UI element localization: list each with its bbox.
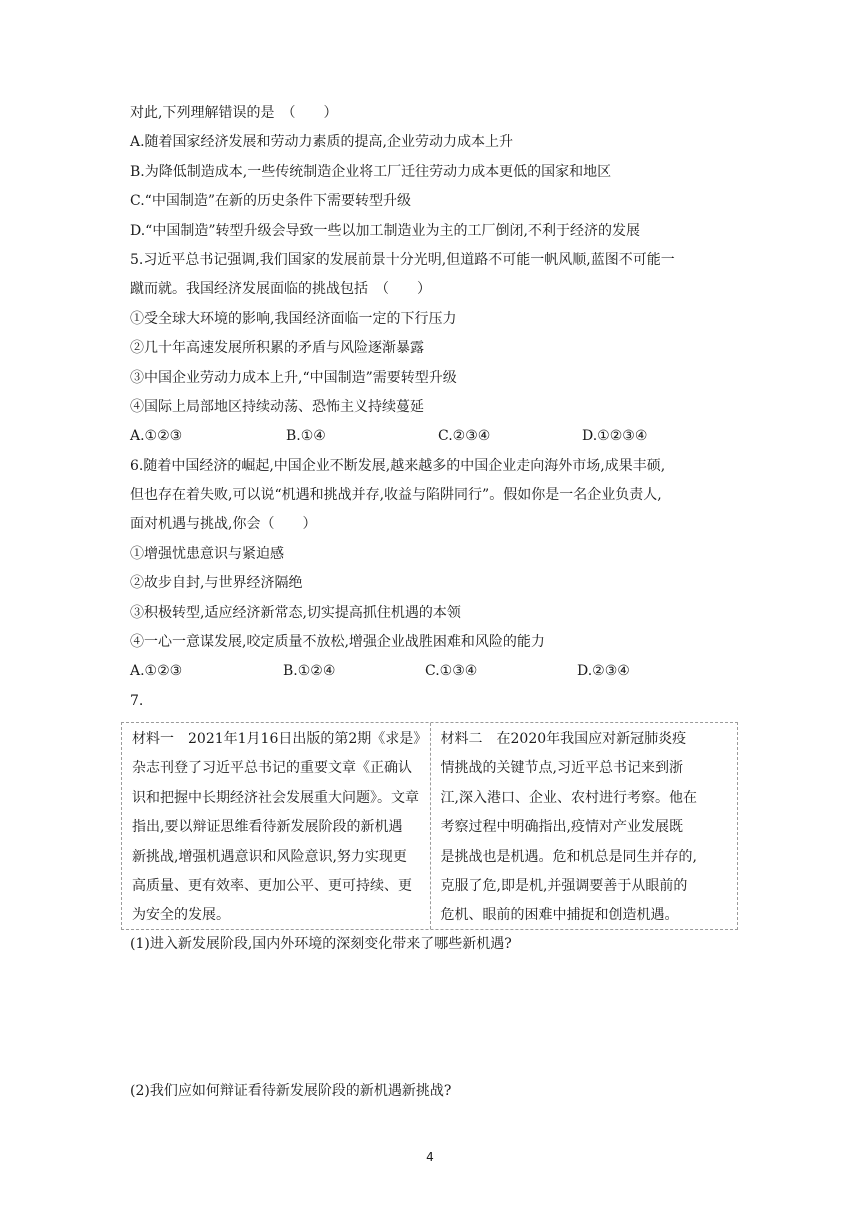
material-one: [122, 723, 430, 929]
materials-table: [121, 722, 738, 930]
q6-stem-line-2: 但也存在着失败,可以说“机遇和挑战并存,收益与陷阱同行”。假如你是一名企业负责人,: [130, 487, 662, 504]
q5-option-c: C.②③④: [438, 428, 491, 445]
q4-option-d: D.“中国制造”转型升级会导致一些以加工制造业为主的工厂倒闭,不利于经济的发展: [130, 222, 640, 239]
q5-stem-line-2: 蹴而就。我国经济发展面临的挑战包括 （ ）: [130, 281, 431, 298]
question-text-block: [130, 99, 742, 716]
material-one-line: 杂志刊登了习近平总书记的重要文章《正确认: [132, 760, 412, 777]
q5-options: [130, 422, 742, 451]
material-two-line: 危机、眼前的困难中捕捉和创造机遇。: [440, 907, 679, 924]
material-two-line: 克服了危,即是机,并强调要善于从眼前的: [440, 877, 688, 894]
q6-item-4: ④一心一意谋发展,咬定质量不放松,增强企业战胜困难和风险的能力: [130, 634, 545, 651]
q5-item-3: ③中国企业劳动力成本上升,“中国制造”需要转型升级: [130, 369, 457, 386]
q6-item-2: ②故步自封,与世界经济隔绝: [130, 575, 303, 592]
material-one-line: 材料一 2021年1月16日出版的第2期《求是》: [132, 731, 428, 747]
q5-item-2: ②几十年高速发展所积累的矛盾与风险逐渐暴露: [130, 340, 424, 357]
q7-subquestion-1: (1)进入新发展阶段,国内外环境的深刻变化带来了哪些新机遇?: [130, 936, 512, 952]
page-number: 4: [426, 1150, 434, 1164]
q5-option-d: D.①②③④: [582, 428, 648, 445]
q5-stem-line-1: 5.习近平总书记强调,我们国家的发展前景十分光明,但道路不可能一帆风顺,蓝图不可能一: [130, 251, 675, 268]
q5-option-a: A.①②③: [130, 428, 183, 445]
q6-option-d: D.②③④: [577, 663, 630, 680]
q6-item-1: ①增强忧患意识与紧迫感: [130, 545, 284, 562]
material-two-line: 情挑战的关键节点,习近平总书记来到浙: [440, 760, 683, 777]
q6-option-a: A.①②③: [130, 663, 183, 680]
material-two-line: 是挑战也是机遇。危和机总是同生并存的,: [440, 848, 697, 865]
material-two-line: 江,深入港口、企业、农村进行考察。他在: [440, 789, 697, 806]
material-two-line: 考察过程中明确指出,疫情对产业发展既: [440, 819, 683, 836]
material-one-line: 识和把握中长期经济社会发展重大问题》。文章: [132, 789, 419, 806]
material-two: [430, 723, 738, 929]
q4-option-c: C.“中国制造”在新的历史条件下需要转型升级: [130, 193, 411, 210]
material-one-line: 新挑战,增强机遇意识和风险意识,努力实现更: [132, 848, 407, 865]
q5-item-4: ④国际上局部地区持续动荡、恐怖主义持续蔓延: [130, 398, 424, 415]
q6-option-b: B.①②④: [283, 663, 336, 680]
q5-option-b: B.①④: [286, 428, 326, 445]
q4-option-a: A.随着国家经济发展和劳动力素质的提高,企业劳动力成本上升: [130, 134, 514, 151]
q7-subquestion-2: (2)我们应如何辩证看待新发展阶段的新机遇新挑战?: [130, 1083, 452, 1099]
q6-option-c: C.①③④: [425, 663, 478, 680]
material-one-line: 高质量、更有效率、更加公平、更可持续、更: [132, 877, 412, 894]
q5-item-1: ①受全球大环境的影响,我国经济面临一定的下行压力: [130, 310, 457, 327]
q4-stem-tail: 对此,下列理解错误的是 （ ）: [130, 105, 338, 121]
material-two-line: 材料二 在2020年我国应对新冠肺炎疫: [440, 731, 687, 747]
q6-stem-line-1: 6.随着中国经济的崛起,中国企业不断发展,越来越多的中国企业走向海外市场,成果丰硕,: [130, 457, 666, 474]
q6-options: [130, 657, 742, 686]
material-one-line: 指出,要以辩证思维看待新发展阶段的新机遇: [132, 819, 403, 836]
q7-number: 7.: [130, 692, 144, 709]
material-one-line: 为安全的发展。: [132, 907, 230, 924]
q6-item-3: ③积极转型,适应经济新常态,切实提高抓住机遇的本领: [130, 604, 461, 621]
q4-option-b: B.为降低制造成本,一些传统制造企业将工厂迁往劳动力成本更低的国家和地区: [130, 163, 612, 180]
q6-stem-line-3: 面对机遇与挑战,你会（ ）: [130, 516, 317, 533]
